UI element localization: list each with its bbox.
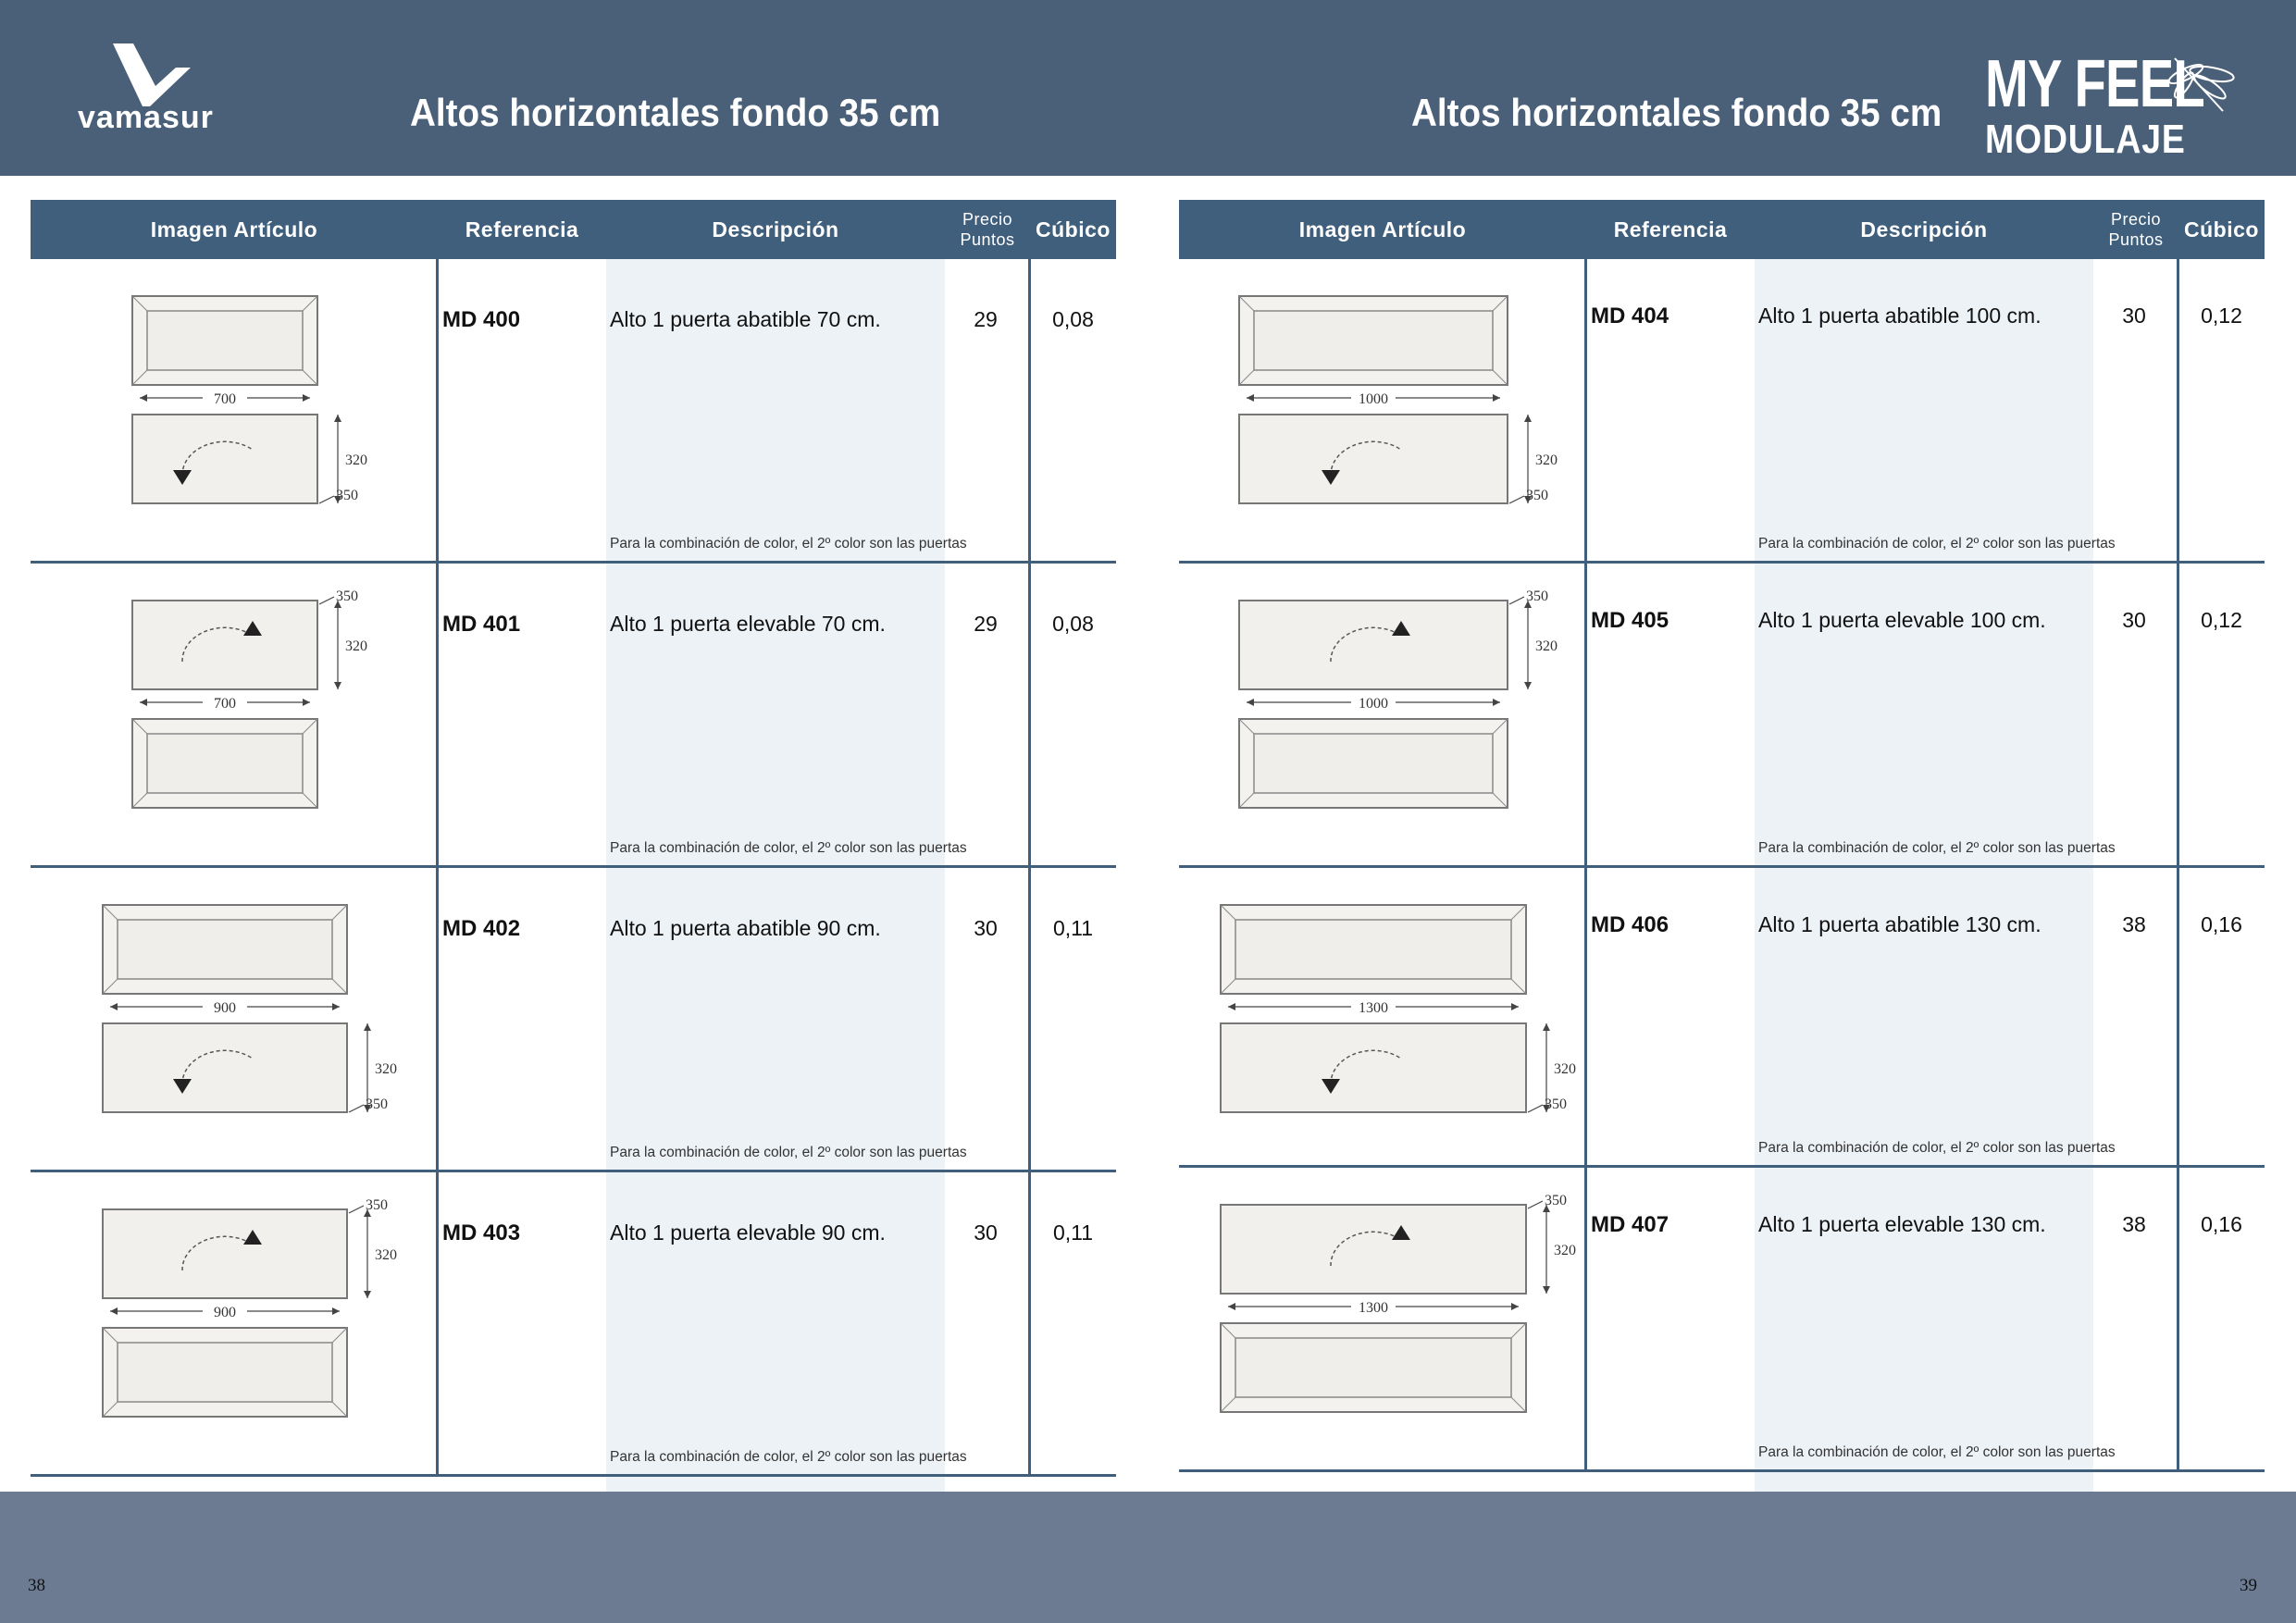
table-row: [1179, 868, 2265, 1168]
product-drawing: [1179, 868, 1586, 1168]
product-price: 38: [2122, 912, 2146, 936]
cabinet-diagram: [1179, 564, 1586, 868]
product-drawing: [31, 868, 438, 1172]
cabinet-diagram: [1179, 868, 1586, 1168]
dragonfly-icon: [2166, 54, 2240, 118]
product-description: Alto 1 puerta elevable 90 cm.: [610, 1220, 886, 1245]
brand-line2: MODULAJE: [1985, 117, 2186, 162]
dimension-height: 320: [1535, 638, 1558, 654]
table-header: [1179, 200, 2265, 259]
product-description: Alto 1 puerta abatible 90 cm.: [610, 916, 881, 940]
product-drawing: [1179, 1168, 1586, 1472]
product-drawing: [31, 259, 438, 564]
dimension-depth: 350: [366, 1096, 388, 1112]
header-description: Descripción: [712, 217, 839, 242]
header-price-line2: Puntos: [2108, 230, 2164, 249]
product-cubic: 0,12: [2201, 608, 2242, 632]
header-reference: Referencia: [1613, 217, 1728, 242]
dimension-depth: 350: [1526, 588, 1548, 604]
product-price: 29: [974, 612, 998, 636]
product-drawing: [1179, 564, 1586, 868]
color-note: Para la combinación de color, el 2º color son las puertas: [1758, 536, 2116, 551]
dimension-width: 1000: [1359, 391, 1388, 407]
header-image: Imagen Artículo: [1298, 217, 1467, 242]
color-note: Para la combinación de color, el 2º color son las puertas: [1758, 1140, 2116, 1156]
page-title-right: Altos horizontales fondo 35 cm: [1411, 91, 1942, 134]
header-price: [2093, 200, 2178, 259]
product-description: Alto 1 puerta abatible 70 cm.: [610, 307, 881, 331]
table-header: [31, 200, 1116, 259]
dimension-width: 900: [214, 1000, 236, 1016]
product-price: 30: [2122, 304, 2146, 328]
table-row: [1179, 564, 2265, 868]
page-title-left: Altos horizontales fondo 35 cm: [410, 91, 941, 134]
product-cubic: 0,08: [1052, 307, 1094, 331]
product-reference: MD 406: [1591, 912, 1669, 937]
product-drawing: [31, 564, 438, 868]
dimension-depth: 350: [366, 1197, 388, 1213]
dimension-depth: 350: [336, 488, 358, 503]
dimension-width: 1000: [1359, 696, 1388, 712]
product-price: 30: [2122, 608, 2146, 632]
product-drawing: [31, 1172, 438, 1477]
table-row: [31, 259, 1116, 564]
dimension-height: 320: [1554, 1243, 1576, 1258]
dimension-width: 900: [214, 1305, 236, 1320]
dimension-width: 1300: [1359, 1000, 1388, 1016]
header-price-line1: Precio: [962, 209, 1013, 229]
product-reference: MD 400: [442, 307, 521, 332]
dimension-height: 320: [1535, 452, 1558, 468]
header-cubic: Cúbico: [1036, 217, 1111, 242]
product-reference: MD 401: [442, 612, 521, 637]
product-price: 30: [974, 1220, 998, 1245]
product-description: Alto 1 puerta elevable 100 cm.: [1758, 608, 2046, 632]
header-description: Descripción: [1860, 217, 1988, 242]
dimension-height: 320: [375, 1061, 397, 1077]
header-reference: Referencia: [465, 217, 579, 242]
dimension-height: 320: [1554, 1061, 1576, 1077]
product-cubic: 0,16: [2201, 912, 2242, 936]
product-drawing: [1179, 259, 1586, 564]
page-number-right: 39: [2240, 1576, 2257, 1595]
dimension-depth: 350: [336, 588, 358, 604]
product-description: Alto 1 puerta abatible 130 cm.: [1758, 912, 2042, 936]
table-row: [31, 868, 1116, 1172]
product-reference: MD 404: [1591, 304, 1669, 328]
product-reference: MD 407: [1591, 1212, 1669, 1237]
page-header: [0, 0, 2296, 176]
color-note: Para la combinación de color, el 2º color son las puertas: [1758, 840, 2116, 856]
brand-line1: MY FEEL: [1985, 47, 2204, 121]
dimension-height: 320: [345, 638, 367, 654]
page-number-left: 38: [28, 1576, 45, 1595]
product-reference: MD 403: [442, 1220, 521, 1245]
cabinet-diagram: [31, 868, 438, 1172]
product-cubic: 0,08: [1052, 612, 1094, 636]
dimension-depth: 350: [1545, 1096, 1567, 1112]
product-cubic: 0,12: [2201, 304, 2242, 328]
header-image: Imagen Artículo: [150, 217, 318, 242]
product-cubic: 0,11: [1052, 1220, 1094, 1245]
cabinet-diagram: [31, 259, 438, 564]
product-cubic: 0,11: [1052, 916, 1094, 940]
product-price: 38: [2122, 1212, 2146, 1236]
table-row: [31, 564, 1116, 868]
product-reference: MD 402: [442, 916, 521, 941]
color-note: Para la combinación de color, el 2º color son las puertas: [1758, 1444, 2116, 1460]
table-left: [31, 200, 1116, 1492]
dimension-depth: 350: [1526, 488, 1548, 503]
page-footer: [0, 1492, 2296, 1623]
product-price: 30: [974, 916, 998, 940]
table-right: [1179, 200, 2265, 1492]
dimension-height: 320: [375, 1247, 397, 1263]
table-row: [1179, 1168, 2265, 1472]
dimension-width: 700: [214, 696, 236, 712]
product-description: Alto 1 puerta elevable 130 cm.: [1758, 1212, 2046, 1236]
color-note: Para la combinación de color, el 2º color son las puertas: [610, 840, 967, 856]
cabinet-diagram: [31, 1172, 438, 1477]
dimension-depth: 350: [1545, 1193, 1567, 1208]
product-price: 29: [974, 307, 998, 331]
dimension-width: 700: [214, 391, 236, 407]
color-note: Para la combinación de color, el 2º color son las puertas: [610, 1145, 967, 1160]
color-note: Para la combinación de color, el 2º color son las puertas: [610, 536, 967, 551]
cabinet-diagram: [1179, 259, 1586, 564]
header-price-line2: Puntos: [960, 230, 1015, 249]
cabinet-diagram: [1179, 1168, 1586, 1472]
product-description: Alto 1 puerta abatible 100 cm.: [1758, 304, 2042, 328]
header-price: [945, 200, 1030, 259]
header-price-line1: Precio: [2110, 209, 2162, 229]
table-row: [1179, 259, 2265, 564]
product-cubic: 0,16: [2201, 1212, 2242, 1236]
cabinet-diagram: [31, 564, 438, 868]
product-description: Alto 1 puerta elevable 70 cm.: [610, 612, 886, 636]
dimension-height: 320: [345, 452, 367, 468]
logo-text: vamasur: [78, 100, 214, 135]
header-cubic: Cúbico: [2184, 217, 2259, 242]
color-note: Para la combinación de color, el 2º color son las puertas: [610, 1449, 967, 1465]
dimension-width: 1300: [1359, 1300, 1388, 1316]
product-reference: MD 405: [1591, 608, 1669, 633]
table-row: [31, 1172, 1116, 1477]
